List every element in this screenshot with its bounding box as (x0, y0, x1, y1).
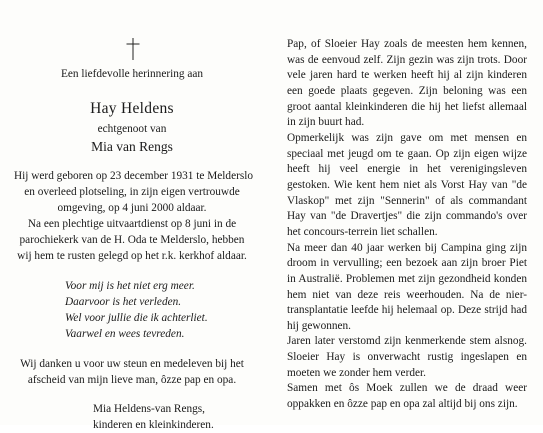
signature-line: kinderen en kleinkinderen. (93, 419, 214, 431)
bio-line: wij hem te rusten gelegd op het r.k. kerkhof aldaar. (17, 250, 247, 262)
verse-line: Daarvoor is het verleden. (65, 296, 182, 308)
thanks-line: afscheid van mijn lieve man, ôzze pap en opa. (27, 374, 237, 386)
signature (14, 401, 250, 433)
bio-line: Hij werd geboren op 23 december 1931 te Melderslo (14, 170, 254, 182)
bio-line: en overleed plotseling, in zijn eigen vertrouwde (24, 186, 240, 198)
paragraph-community: Opmerkelijk was zijn gave om met mensen en speciaal met jeugd om te gaan. Op zijn eigen wijze heeft hij veel energie in het verenigingsleven gestoken. Wie kent hem niet als Vorst Hay van "de Vlaskop" met zijn "Sennerin" of als commandant Hay van "de Dravertjes" die zijn commando's over het concours-terrein liet schallen. (287, 131, 527, 238)
verse-line: Voor mij is het niet erg meer. (65, 280, 195, 292)
bio-line: omgeving, op 4 juni 2000 aldaar. (57, 202, 207, 214)
signature-line: Mia Heldens-van Rengs, (93, 403, 206, 415)
paragraph-closing: Samen met ôs Moek zullen we de draad weer oppakken en ôzze pap en opa zal altijd bij ons zijn. (287, 382, 527, 411)
verse-line: Wel voor jullie die ik achterliet. (65, 312, 208, 324)
spouse-name: Mia van Rengs (91, 139, 173, 154)
thanks-text (14, 356, 250, 388)
left-column (14, 36, 254, 433)
verse (14, 278, 250, 342)
spouse-label: echtgenoot van (97, 123, 167, 135)
thanks-line: Wij danken u voor uw steun en medeleven bij het (20, 358, 244, 370)
biography (14, 168, 254, 264)
paragraph-career: Na meer dan 40 jaar werken bij Campina ging zijn droom in vervulling; een bezoek aan zijn broer Piet in Australië. Problemen met zijn gezondheid konden hem niet van deze reis weerhouden. Na de nier-transplantatie leefde hij helemaal op. Deze strijd had hij gewonnen. (287, 241, 527, 332)
deceased-name: Hay Heldens (90, 100, 174, 117)
verse-line: Vaarwel en wees tevreden. (65, 328, 185, 340)
intro-text: Een liefdevolle herinnering aan (60, 68, 204, 80)
paragraph-family: Pap, of Sloeier Hay zoals de meesten hem kennen, was de eenvoud zelf. Zijn gezin was zijn trots. Door vele jaren hard te werken heeft hij al zijn kinderen een goede plaats gegeven. Zijn beloning was een groot aantal kleinkinderen die hij het liefst allemaal in zijn buurt had. (287, 38, 527, 129)
bio-line: parochiekerk van de H. Oda te Melderslo, hebben (19, 234, 245, 246)
bio-line: Na een plechtige uitvaartdienst op 8 juni in de (27, 218, 237, 230)
paragraph-passing: Jaren later verstomd zijn kenmerkende stem alsnog. Sloeier Hay is onverwacht rustig ingeslapen en moeten we zonder hem verder. (287, 335, 527, 379)
right-column (287, 37, 527, 413)
